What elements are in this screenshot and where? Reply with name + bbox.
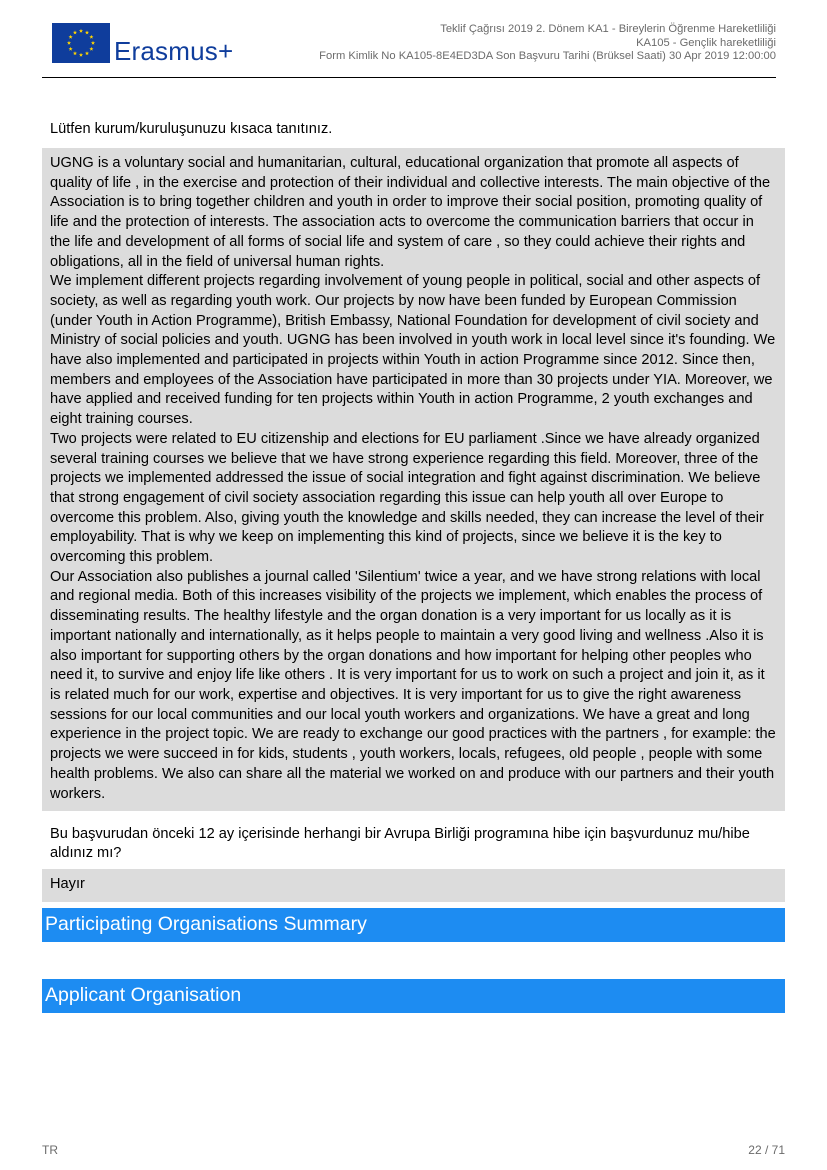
answer-paragraph: UGNG is a voluntary social and humanitarian, cultural, educational organization that promote all aspects of quality of life , in the exercise and protection of their individual and collective interests. The main objective of the Association is to bring together children and youth in order to improve their social position, promoting quality of life and the protection of interests. The association acts to overcome the communication barriers that occur in the life and development of all forms of social life and system of care , so they could achieve their rights and obligations, all in the field of universal human rights. <box>50 155 771 270</box>
erasmus-logo <box>52 23 252 67</box>
answer-organisation-intro <box>42 148 785 811</box>
section-header-participating-summary: Participating Organisations Summary <box>42 908 785 942</box>
eu-star-icon <box>69 35 73 39</box>
header-call-title: Teklif Çağrısı 2019 2. Dönem KA1 - Bireylerin Öğrenme Hareketliliği <box>440 23 776 35</box>
section-header-applicant-organisation: Applicant Organisation <box>42 979 785 1013</box>
eu-star-icon <box>89 47 93 51</box>
answer-previous-grant: Hayır <box>42 869 785 902</box>
header-form-id: Form Kimlik No KA105-8E4ED3DA Son Başvuru Tarihi (Brüksel Saati) 30 Apr 2019 12:00:00 <box>319 50 776 63</box>
eu-star-icon <box>69 47 73 51</box>
header-action-type: KA105 - Gençlik hareketliliği <box>636 36 776 49</box>
question-previous-grant: Bu başvurudan önceki 12 ay içerisinde herhangi bir Avrupa Birliği programına hibe için başvurdunuz mu/hibe aldınız mı? <box>50 826 750 862</box>
header-info <box>319 23 776 64</box>
main-content <box>42 118 785 1013</box>
footer-language: TR <box>42 1143 58 1157</box>
eu-star-icon <box>85 51 89 55</box>
eu-star-icon <box>89 35 93 39</box>
brand-name: Erasmus+ <box>114 36 234 66</box>
eu-star-icon <box>79 53 83 57</box>
question-organisation-intro: Lütfen kurum/kuruluşunuzu kısaca tanıtınız. <box>50 121 333 137</box>
eu-star-icon <box>85 30 89 34</box>
eu-flag-icon <box>52 23 110 63</box>
page-header <box>42 14 776 78</box>
eu-star-icon <box>73 30 77 34</box>
answer-paragraph: Two projects were related to EU citizenship and elections for EU parliament .Since we have already organized several training courses we believe that we have strong experience regarding this field. Moreover, three of the projects we implemented addressed the issue of social integration and fight against discrimination. We believe that strong engagement of civil society association regarding this issue can help youth all over Europe to overcome this problem. Also, giving youth the knowledge and skills needed, they can increase the level of their employability. That is why we keep on implementing this kind of projects, since we believe it is the key to overcoming this problem. <box>50 430 764 566</box>
eu-star-icon <box>79 29 83 33</box>
eu-star-icon <box>67 41 71 45</box>
answer-paragraph: Our Association also publishes a journal called 'Silentium' twice a year, and we have strong relations with local and regional media. Both of this increases visibility of the projects we implement, which enables the process of disseminating results. The healthy lifestyle and the organ donation is a very important for us locally as it is important nationally and internationally, as it helps people to maintain a very good living and wellness .Also it is also important for supporting others by the organ donations and how important for helping other peoples who need it, to survive and enjoy life like others . It is very important for us to work on such a project and join it, as it is related much for our work, expertise and objectives. It is very important for us to give the right awareness sessions for our local communities and our local youth workers and organizations. We have a great and long experience in the project topic. We are ready to exchange our good practices with the partners , for example: the projects we were succeed in for kids, students , youth workers, locals, refugees, old people , people with some health problems. We also can share all the material we worked on and produce with our partners and their youth workers. <box>50 568 776 802</box>
eu-star-icon <box>73 51 77 55</box>
answer-paragraph: We implement different projects regarding involvement of young people in political, social and other aspects of society, as well as regarding youth work. Our projects by now have been funded by European Commission (under Youth in Action Programme), British Embassy, National Foundation for development of civil society and Ministry of social policies and youth. UGNG has been involved in youth work in local level since it's founding. We have also implemented and participated in projects within Youth in action Programme since 2012. Since then, members and employees of the Association have participated in more than 30 projects under YIA. Moreover, we have applied and received funding for ten projects within Youth in action Programme, 2 youth exchanges and eight training courses. <box>50 273 776 428</box>
eu-star-icon <box>91 41 95 45</box>
footer-page-number: 22 / 71 <box>748 1143 785 1157</box>
